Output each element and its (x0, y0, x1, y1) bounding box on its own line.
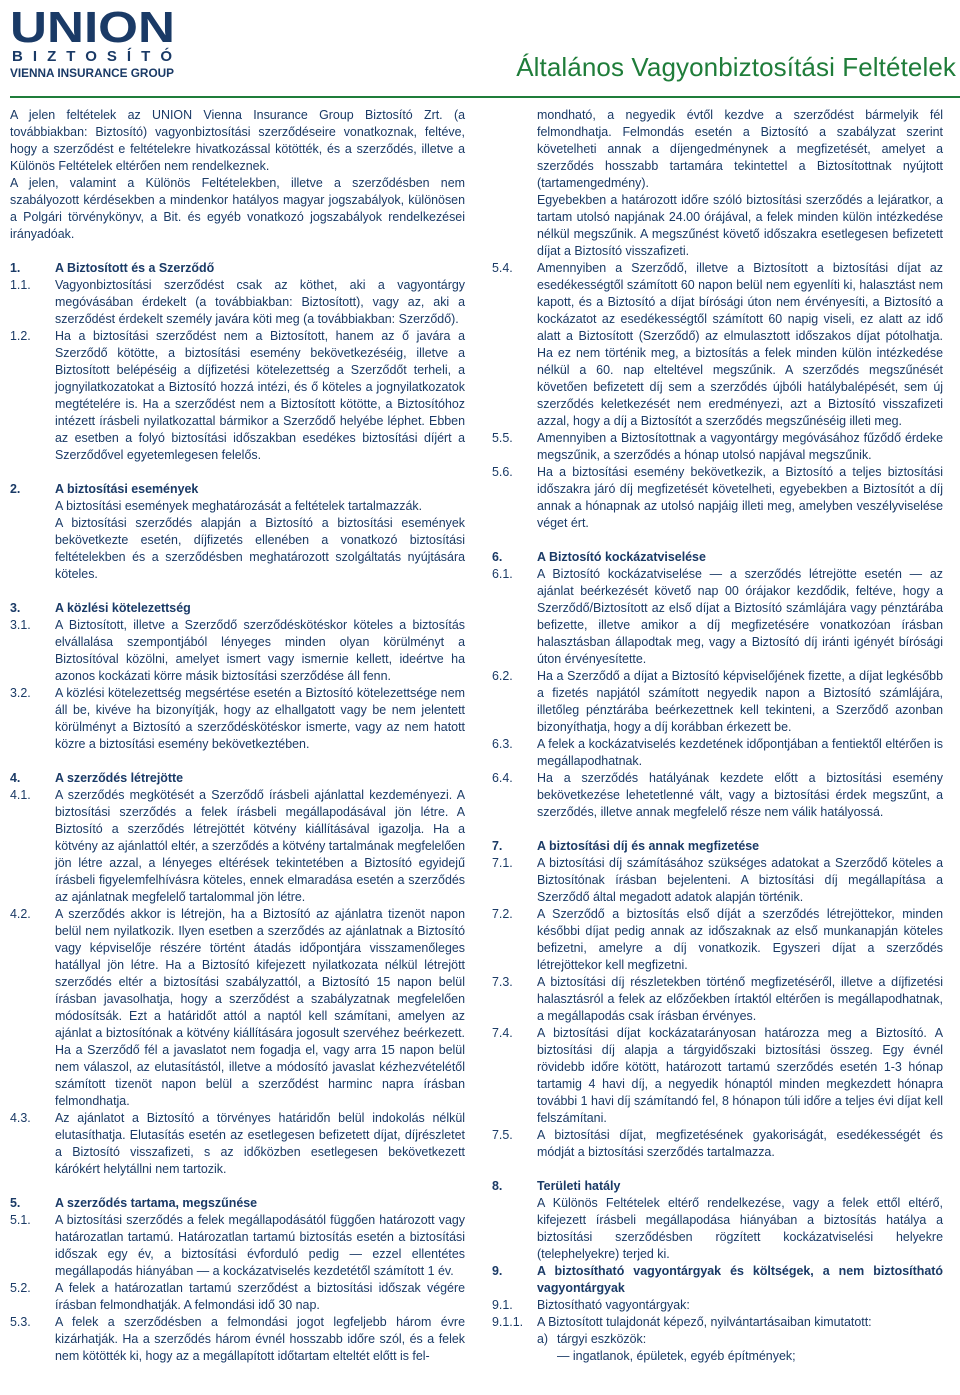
section-7 (492, 838, 943, 1161)
section-number: 3. (10, 601, 21, 615)
section-heading (10, 770, 465, 787)
section-1 (10, 260, 465, 464)
clause (10, 787, 465, 906)
clause-text: A Biztosított, illetve a Szerződő szerződéskötéskor köteles a biztosítás elvállalása szempontjából lényeges minden olyan körülményt a Biztosítóval közölni, amelyet ismert vagy ismernie kellett, ideértve ha azonos kockázati körre másik biztosítási szerződése áll fenn. (55, 618, 465, 683)
clause (492, 855, 943, 906)
clause-text: Vagyonbiztosítási szerződést csak az köthet, aki a vagyontárgy megóvásában érdekelt (a továbbiakban: Biztosított), vagy az, aki a szerződést érdekelt személy javára köti meg (a továbbiakban: Szerződő). (55, 278, 465, 326)
left-column (10, 107, 465, 1365)
section-title: A Biztosító kockázatviselése (537, 550, 706, 564)
logo-union-text: UNION (10, 4, 175, 52)
section-number: 9. (492, 1264, 503, 1278)
clause (492, 736, 943, 770)
clause (492, 430, 943, 464)
clause-number: 9.1. (492, 1298, 513, 1312)
section-9 (492, 1263, 943, 1365)
sub-item-text: tárgyi eszközök: (557, 1332, 647, 1346)
section-number: 6. (492, 550, 503, 564)
clause-text: Ha a biztosítási szerződést nem a Biztosított, hanem az ő javára a Szerződő kötötte, a biztosítási esemény bekövetkezéséig, illetve a Biztosított belépéséig a díjfizetési kötelezettség a Szerződőt terheli, a jognyilatkozatokat a Biztosító hozzá intézi, és ő köteles a jognyilatkozatok megtételére is. Ha a szerződést nem a Biztosított kötötte, a Biztosítóhoz intézett írásbeli nyilatkozattal bármikor a Szerződő helyébe léphet. Ebben az esetben a folyó biztosítási időszakban esedékes biztosítási díjért a Szerződővel egyetemlegesen felelős. (55, 329, 465, 462)
section-3 (10, 600, 465, 753)
clause-text: mondható, a negyedik évtől kezdve a szerződést bármelyik fél felmondhatja. Felmondás esetén a Biztosító a szabályzat szerint követelheti annak a díjengedménynek a megfizetését, amelyet a szerződés hosszabb tartamára tekintettel a Biztosítottnak nyújtott (tartamengedmény). (537, 108, 943, 190)
clause (10, 906, 465, 1110)
clause (492, 974, 943, 1025)
clause (10, 1314, 465, 1365)
clause (492, 668, 943, 736)
section-heading (492, 1263, 943, 1297)
section-number: 5. (10, 1196, 21, 1210)
clause-text: Az ajánlatot a Biztosító a törvényes határidőn belül indokolás nélkül elutasíthatja. Elutasítás esetén az esetlegesen befizetett díjat, díjrészletet a Biztosító visszafizeti, s az időközben esetlegesen bekövetkezett kárókért helytállni nem tartozik. (55, 1111, 465, 1176)
right-column (492, 107, 943, 1365)
clause-number: 5.6. (492, 465, 513, 479)
clause (492, 906, 943, 974)
clause (10, 685, 465, 753)
clause-text: Amennyiben a Biztosítottnak a vagyontárgy megóvásához fűződő érdeke megszűnik, a szerződés a hónap utolsó napjával megszűnik. (537, 431, 943, 462)
section-6 (492, 549, 943, 821)
clause-number: 7.2. (492, 907, 513, 921)
page-title: Általános Vagyonbiztosítási Feltételek (516, 52, 956, 82)
clause-text: A biztosítási díj részletekben történő megfizetéséről, illetve a díjfizetési halasztásról a felek az előzőekben írtaktól eltérően is megállapodhatnak, a megállapodás csak írásban érvényes. (537, 975, 943, 1023)
logo-biztosito-text: BIZTOSÍTÓ (12, 48, 172, 65)
section-number: 7. (492, 839, 503, 853)
clause-number: 5.3. (10, 1315, 31, 1329)
section-heading (492, 838, 943, 855)
clause-text: A felek a szerződésben a felmondási jogot legfeljebb három évre kizárhatják. Ha a szerződés három évnél hosszabb időre szól, és a felek nem kötötték ki, hogy az a megállapított időtartam elteltét előtt is fel- (55, 1315, 465, 1363)
clause-text: Ha a Szerződő a díjat a Biztosító képviselőjének fizette, a díjat legkésőbb a fizetés napjától számított negyedik napon a Biztosító számlájára, illetőleg pénztárába beérkezettnek kell tekinteni, a Szerződő azonban bizonyíthatja, hogy a díj korábban érkezett be. (537, 669, 943, 734)
clause-text: A biztosítási díjat, megfizetésének gyakoriságát, esedékességét és módját a biztosítási szerződés tartalmazza. (537, 1128, 943, 1159)
section-number: 8. (492, 1179, 503, 1193)
section-number: 4. (10, 771, 21, 785)
clause (492, 566, 943, 668)
clause-number: 9.1.1. (492, 1315, 524, 1329)
header-divider (10, 96, 960, 98)
clause-text: A biztosítási díjat kockázatarányosan határozza meg a Biztosító. A biztosítási díj alapja a tárgyidőszaki biztosítási összeg. Egy évnél rövidebb időre kötött, határozott tartamú szerződés esetén 1-3 hónap tartamig 4 havi díj, a negyedik hónaptól minden megkezdett hónapra további 1 havi díj számítandó fel, 8 hónapon túli időre a teljes évi díjat kell felszámítani. (537, 1026, 943, 1125)
clause (492, 1127, 943, 1161)
clause (10, 1110, 465, 1178)
clause-number: 6.4. (492, 771, 513, 785)
section-title: A szerződés létrejötte (55, 771, 184, 785)
clause-text: A biztosítási szerződés a felek megállapodásától függően határozott vagy határozatlan tartamú. Határozatlan tartamú biztosítás esetén a biztosítási időszak egy év, a biztosítási évforduló pedig — ezzel ellentétes megállapodás hiányában — a kockázatviselés kezdetétől számított 1 év. (55, 1213, 465, 1278)
clause-number: 3.1. (10, 618, 31, 632)
sub-item (537, 1331, 943, 1348)
clause-text: A Szerződő a biztosítás első díját a szerződés létrejöttekor, minden későbbi díjat pedig annak az időszaknak az első munkanapján köteles befizetni, amelyre a díj vonatkozik. Egyszeri díjat a szerződés létrejöttekor kell megfizetni. (537, 907, 943, 972)
section-heading (492, 1178, 943, 1195)
section-heading (492, 549, 943, 566)
clause-text: A szerződés akkor is létrejön, ha a Biztosító az ajánlatra tizenöt napon belül nem nyilatkozik. Ilyen esetben a szerződés az ajánlatnak a Biztosító vagy képviselője részére történt átadás időpontjára visszamenőleges hatállyal jön létre. Ha a Biztosító kifejezett nyilatkozata nélkül létrejött szerződés eltér a biztosítási szabályzattól, a Biztosító 15 napon belül írásban javasolhatja, hogy a szerződést a szabályzatnak megfelelően módosítsák. Ezt a határidőt attól a naptól kell számítani, amelyen az ajánlat a biztosítónak a kötvény kiállítására jogosult szervéhez beérkezett. Ha a Szerződő fél a javaslatot nem fogadja el, vagy arra 15 napon belül nem válaszol, az elutasítástól, illetve a módosító javaslat kézhezvételétől számított tizenöt napon belül a szerződést harminc napra írásban felmondhatja. (55, 907, 465, 1108)
clause-number: 7.3. (492, 975, 513, 989)
clause-text: Biztosítható vagyontárgyak: (537, 1298, 690, 1312)
clause (10, 617, 465, 685)
union-logo-graphic (10, 4, 178, 84)
clause-number: 5.1. (10, 1213, 31, 1227)
clause (492, 260, 943, 430)
section-title: Területi hatály (537, 1179, 621, 1193)
clause-number: 4.2. (10, 907, 31, 921)
clause-number: 4.1. (10, 788, 31, 802)
logo-group-text: VIENNA INSURANCE GROUP (10, 66, 174, 80)
clause-text: A Biztosító kockázatviselése — a szerződés létrejötte esetén — az ajánlat beérkezését követő nap 00 órájakor kezdődik, feltéve, hogy a Szerződő/Biztosított az első díjat a Biztosító számlájára vagy pénztárába befizette, illetve amikor a díj megfizetésére vonatkozóan írásban halasztásban állapodtak meg, vagy a Biztosító díj iránti igényét bírósági úton érvényesítette. (537, 567, 943, 666)
clause-number: 1.1. (10, 278, 31, 292)
section-number: 1. (10, 261, 21, 275)
clause (492, 1314, 943, 1331)
clause-text: A Biztosított tulajdonát képező, nyilvántartásaiban kimutatott: (537, 1315, 872, 1329)
section-title: A közlési kötelezettség (55, 601, 191, 615)
clause (10, 277, 465, 328)
clause-text: A felek a kockázatviselés kezdetének időpontjában a fentiektől eltérően is megállapodhatnak. (537, 737, 943, 768)
section-number: 2. (10, 482, 21, 496)
clause-number: 3.2. (10, 686, 31, 700)
section-4 (10, 770, 465, 1178)
clause-text: Ha a szerződés hatályának kezdete előtt a biztosítási esemény bekövetkezése lehetetlenné vált, vagy a biztosítási érdek megszűnt, a szerződés, illetve annak megfelelő része nem válik hatályossá. (537, 771, 943, 819)
clause (492, 1025, 943, 1127)
sub-item-letter: a) (537, 1332, 549, 1346)
clause-text: A szerződés megkötését a Szerződő írásbeli ajánlattal kezdeményezi. A biztosítási szerződés a felek írásbeli megállapodásával jön létre. A Biztosító a szerződés létrejöttét kötvény kiállításával igazolja. Ha a kötvény az ajánlattól eltér, a szerződés a kötvény tartalmának megfelelően jön létre azzal, a lényeges eltérések tekintetében a Biztosító egyidejű írásbeli figyelemfelhívásra köteles, ennek elmaradása esetén a szerződés az ajánlatnak megfelelő tartalommal jön létre. (55, 788, 465, 904)
dash-item: — ingatlanok, épületek, egyéb építmények; (557, 1349, 796, 1363)
clause-number: 4.3. (10, 1111, 31, 1125)
clause (10, 328, 465, 464)
clause-text: A biztosítási díj számításához szükséges adatokat a Szerződő köteles a Biztosítónak írásban bejelenteni. A biztosítási díj megállapítása a Szerződő által megadott adatok alapján történik. (537, 856, 943, 904)
clause-text: Ha a biztosítási esemény bekövetkezik, a Biztosító a teljes biztosítási időszakra járó díj megfizetését követelheti, egyebekben a Biztosítót a díj annak a hónapnak az utolsó napjáig illeti meg, amelyben veszélyviselése véget ért. (537, 465, 943, 530)
clause-number: 7.5. (492, 1128, 513, 1142)
section-title: A Biztosított és a Szerződő (55, 261, 215, 275)
intro-paragraph-1: A jelen feltételek az UNION Vienna Insurance Group Biztosító Zrt. (a továbbiakban: Biztosító) vagyonbiztosítási szerződéseire vonatkoznak, feltéve, hogy a szerződést e feltételekre hivatkozással kötötték, és a szerződés, illetve a Különös Feltételek eltérően nem rendelkeznek. (10, 108, 465, 173)
section-2 (10, 481, 465, 583)
clause-number: 5.5. (492, 431, 513, 445)
clause-number: 7.1. (492, 856, 513, 870)
union-logo (10, 4, 178, 84)
section-title: A biztosítási díj és annak megfizetése (537, 839, 760, 853)
clause (10, 1280, 465, 1314)
section-heading (10, 600, 465, 617)
clause-number: 6.2. (492, 669, 513, 683)
section-heading (10, 1195, 465, 1212)
clause (492, 1297, 943, 1314)
section-heading (10, 481, 465, 498)
clause-number: 7.4. (492, 1026, 513, 1040)
clause-text: Amennyiben a Szerződő, illetve a Biztosított a biztosítási díjat az esedékességtől számított 60 napon belül nem egyenlíti ki, halasztást nem kapott, és a Biztosító a díjat bírósági úton nem érvényesíti, a Biztosító a kockázatot az esedékességtől számított 60 napig viseli, ez alatt az idő alatt a Biztosított (Szerződő) az elmulasztott időszakos díjat pótolhatja. Ha ez nem történik meg, a biztosítás a felek minden külön intézkedése nélkül a 60. nap elteltével megszűnik. A szerződés megszűnését követően befizetett díj sem a szerződés újbóli hatálybalépését, sem új szerződés keletkezését nem eredményezi, azt a Biztosító visszafizeti azzal, hogy a díj a Biztosítót a szerződés megszűnéséig illeti meg. (537, 261, 943, 428)
clause-text: A felek a határozatlan tartamú szerződést a biztosítási időszak végére írásban felmondhatják. A felmondási idő 30 nap. (55, 1281, 465, 1312)
clause-number: 1.2. (10, 329, 31, 343)
clause-number: 5.4. (492, 261, 513, 275)
clause-text: A Különös Feltételek eltérő rendelkezése, vagy a felek ettől eltérő, kifejezett írásbeli megállapodása hiányában a biztosítás hatálya a biztosítási szerződésben rögzített kockázatviselési helyekre (telephelyekre) terjed ki. (537, 1196, 943, 1261)
clause-text: Egyebekben a határozott időre szóló biztosítási szerződés a lejáratkor, a tartam utolsó napjának 24.00 órájával, a felek minden külön intézkedése nélkül megszűnik. A megszűnést követő időszakra esetlegesen befizetett díjat a Biztosító visszafizeti. (537, 193, 943, 258)
section-8 (492, 1178, 943, 1263)
section-title: A biztosítási események (55, 482, 199, 496)
clause-number: 6.1. (492, 567, 513, 581)
clause (10, 1212, 465, 1280)
section-heading (10, 260, 465, 277)
clause-number: 5.2. (10, 1281, 31, 1295)
clause (492, 770, 943, 821)
section-title: A szerződés tartama, megszűnése (55, 1196, 258, 1210)
section-5 (10, 1195, 465, 1365)
clause-text: A biztosítási események meghatározását a feltételek tartalmazzák. (55, 499, 423, 513)
section-title: A biztosítható vagyontárgyak és költségek, a nem biztosítható vagyontárgyak (537, 1264, 943, 1295)
intro-paragraph-2: A jelen, valamint a Különös Feltételekben, illetve a szerződésben nem szabályozott kérdésekben a mindenkor hatályos magyar jogszabályok, különösen a Polgári törvénykönyv, a Bit. és egyéb vonatkozó jogszabályok rendelkezései irányadóak. (10, 176, 465, 241)
clause-number: 6.3. (492, 737, 513, 751)
clause-text: A közlési kötelezettség megsértése esetén a Biztosító kötelezettsége nem áll be, kivéve ha bizonyítják, hogy az elhallgatott vagy be nem jelentett körülményt a Biztosító a szerződéskötéskor ismerte, vagy az nem hatott közre a biztosítási esemény bekövetkeztében. (55, 686, 465, 751)
clause-text: A biztosítási szerződés alapján a Biztosító a biztosítási események bekövetkezte esetén, díjfizetés ellenében a vonatkozó biztosítási feltételekben és a szerződésben meghatározott szolgáltatás nyújtására köteles. (55, 516, 465, 581)
clause (492, 464, 943, 532)
sub-list (492, 1331, 943, 1365)
